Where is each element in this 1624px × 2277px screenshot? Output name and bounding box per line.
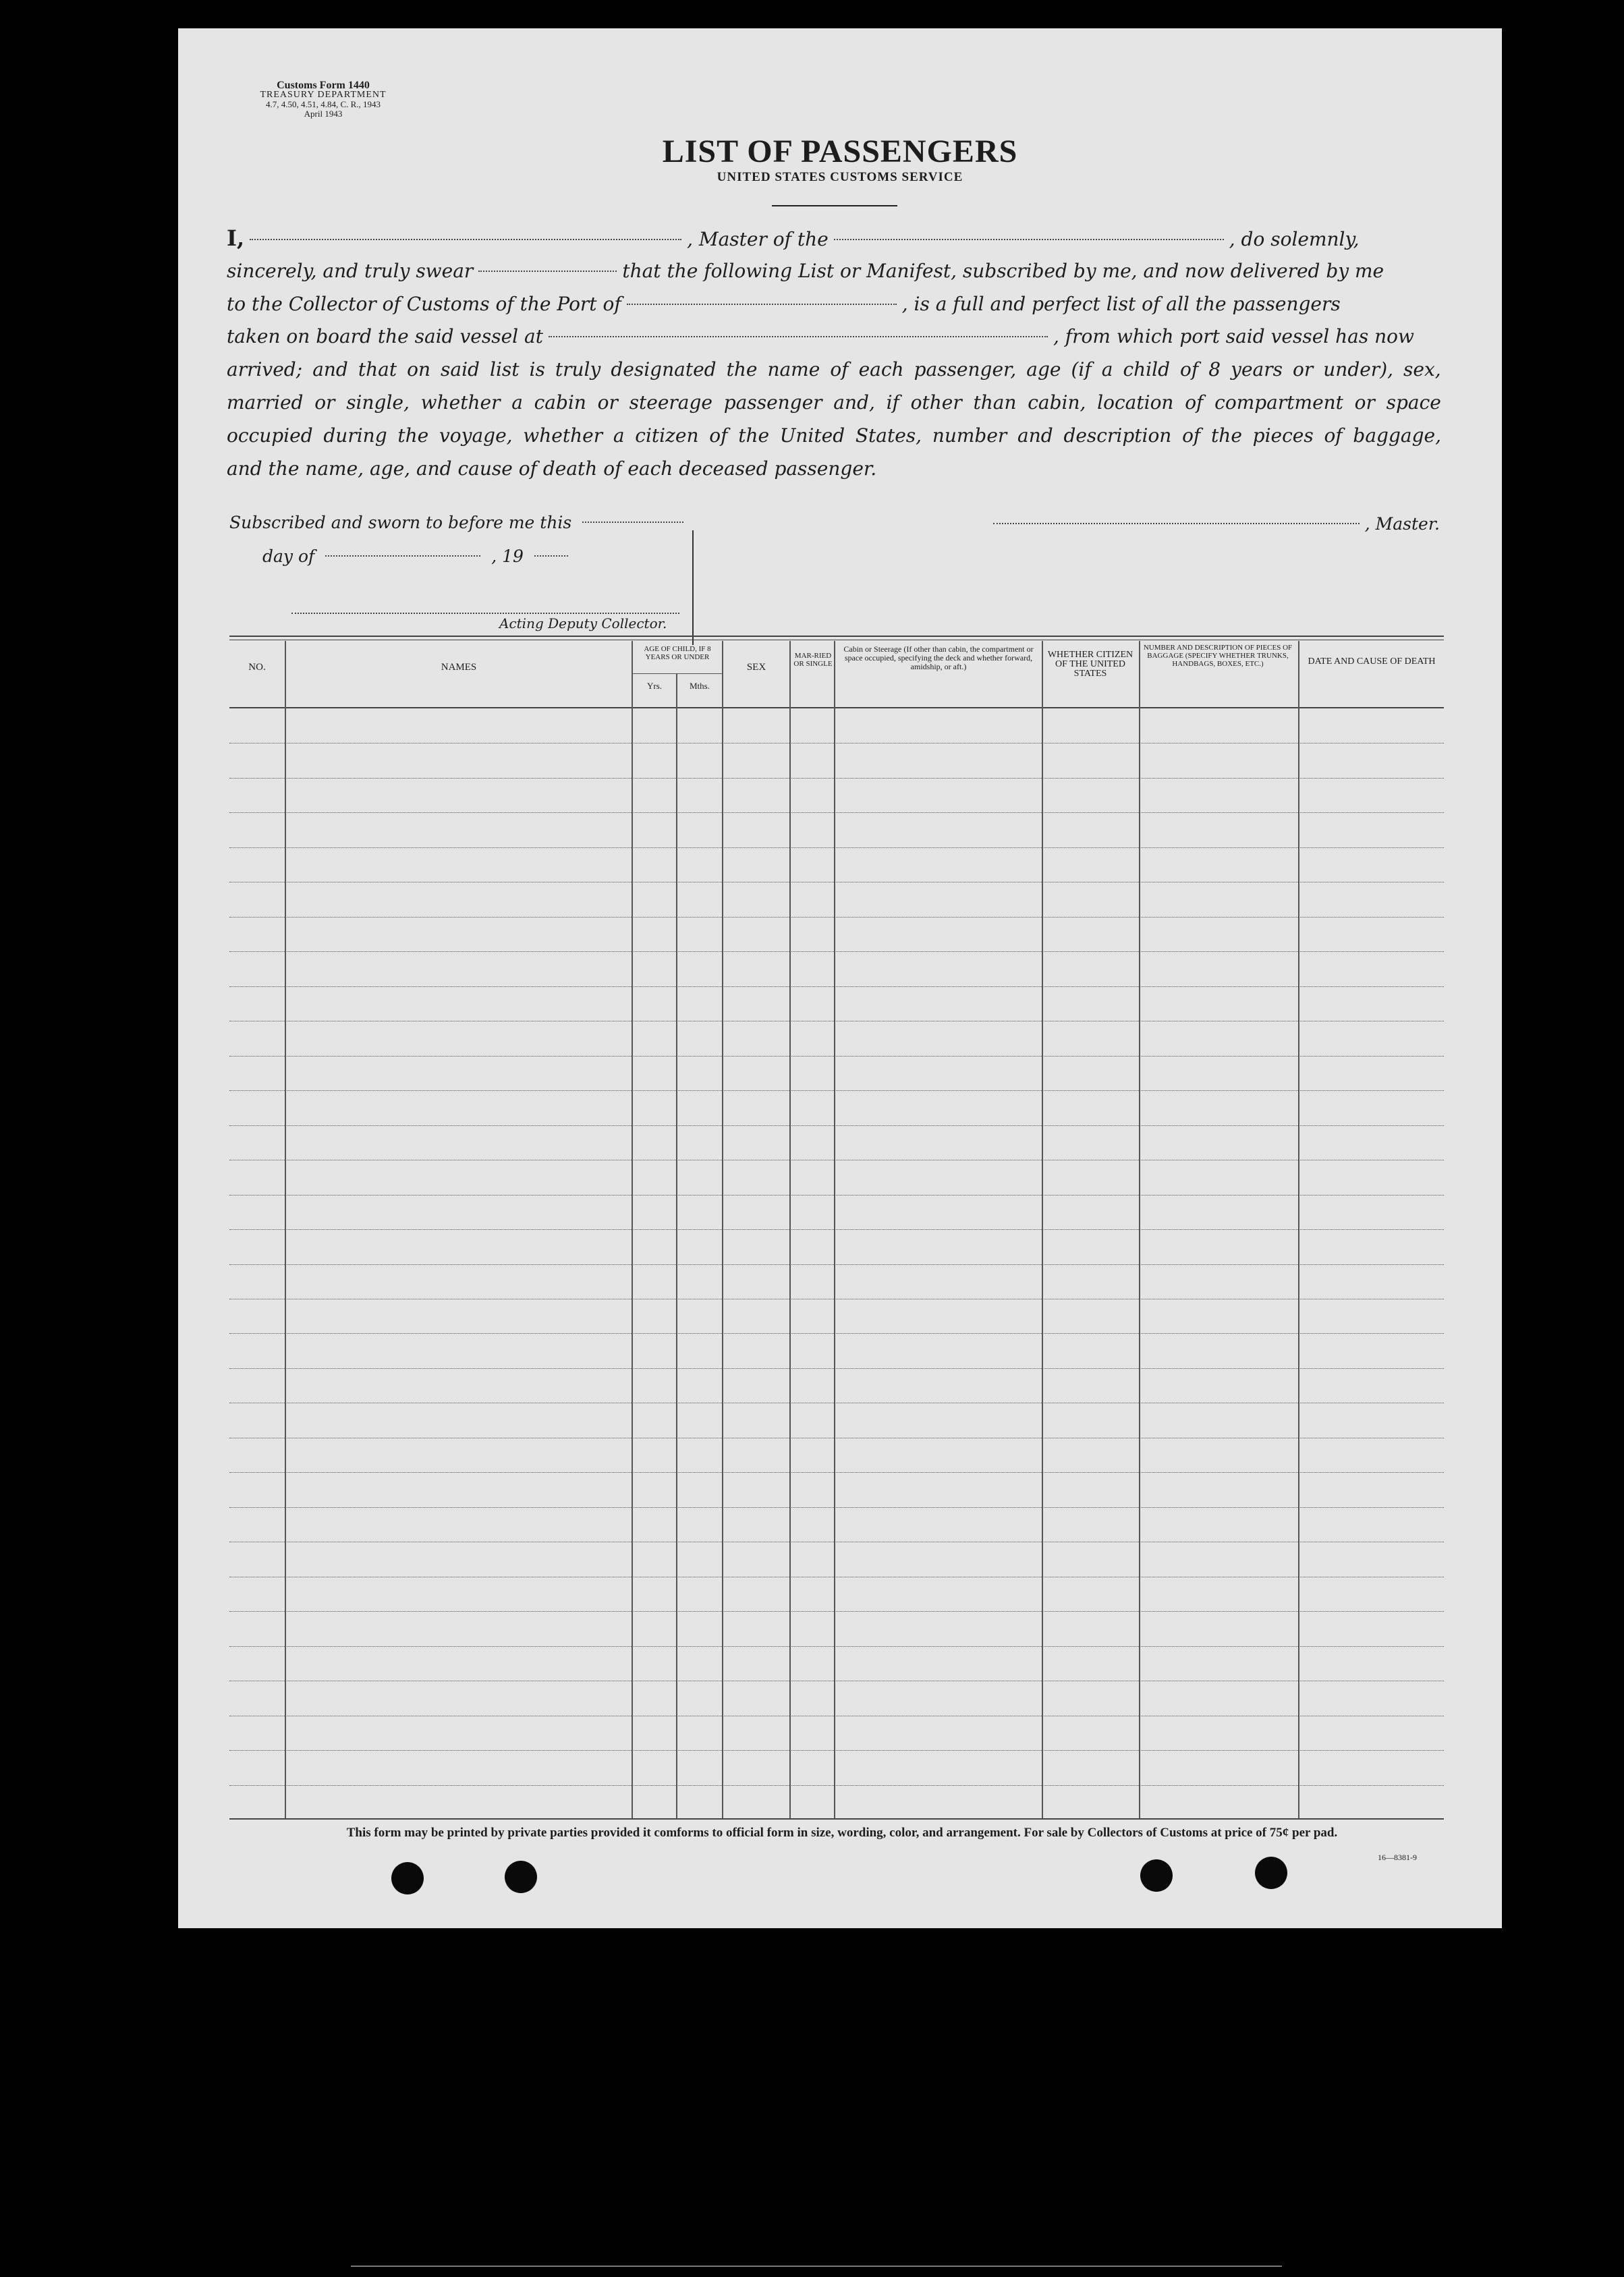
oath-word: cabin xyxy=(534,391,586,414)
oath-word: passenger, xyxy=(914,358,1017,381)
oath-word: and xyxy=(312,358,348,381)
column-divider xyxy=(1042,641,1043,1820)
oath-word: States, xyxy=(855,424,922,447)
scan-edge-line xyxy=(351,2266,1282,2267)
punch-hole xyxy=(391,1862,424,1894)
age-subheader-rule xyxy=(633,673,722,674)
column-divider xyxy=(632,641,633,1820)
oath-word: list xyxy=(489,358,520,381)
table-row-line xyxy=(229,1264,1444,1265)
table-row-line xyxy=(229,1507,1444,1508)
oath-text: , from which port said vessel has now xyxy=(1053,325,1414,348)
oath-word: number xyxy=(932,424,1007,447)
oath-word: compartment xyxy=(1214,391,1343,414)
oath-word: years xyxy=(1231,358,1283,381)
oath-word: truly xyxy=(555,358,601,381)
oath-word: on xyxy=(407,358,430,381)
oath-word: passenger xyxy=(723,391,822,414)
oath-word: than xyxy=(973,391,1017,414)
oath-word: whether xyxy=(420,391,501,414)
sworn-line xyxy=(229,513,689,532)
table-row-line xyxy=(229,1785,1444,1786)
table-top-rule xyxy=(229,636,1444,637)
oath-word: of xyxy=(830,358,849,381)
header-months: Mths. xyxy=(690,681,710,691)
form-title: LIST OF PASSENGERS xyxy=(662,134,1018,169)
oath-paragraph xyxy=(227,222,1441,485)
title-divider xyxy=(772,205,897,206)
table-row-line xyxy=(229,986,1444,987)
year-prefix: , 19 xyxy=(491,546,524,566)
oath-line-5 xyxy=(227,354,1441,387)
oath-word: pieces xyxy=(1252,424,1314,447)
header-citizen: WHETHER CITIZEN OF THE UNITED STATES xyxy=(1047,650,1133,679)
oath-text: taken on board the said vessel at xyxy=(227,325,543,348)
table-row-line xyxy=(229,812,1444,813)
oath-word: or xyxy=(314,391,335,414)
oath-word: of xyxy=(709,424,728,447)
oath-line-8: and the name, age, and cause of death of each deceased passenger. xyxy=(227,457,877,480)
departure-port-field[interactable] xyxy=(549,335,1048,337)
punch-hole xyxy=(505,1861,537,1893)
oath-line-2 xyxy=(227,255,1441,288)
table-row-line xyxy=(229,778,1444,779)
oath-text: , is a full and perfect list of all the passengers xyxy=(901,292,1341,315)
column-divider xyxy=(722,641,723,1820)
oath-word: of xyxy=(1180,358,1199,381)
oath-text: , Master of the xyxy=(687,228,829,250)
department-name: TREASURY DEPARTMENT xyxy=(260,90,387,100)
oath-word: United xyxy=(779,424,845,447)
column-divider xyxy=(789,641,791,1820)
table-row-line xyxy=(229,1125,1444,1126)
oath-line-6 xyxy=(227,387,1441,420)
oath-word: or xyxy=(1354,391,1375,414)
oath-line-4 xyxy=(227,320,1441,354)
oath-word: a xyxy=(511,391,523,414)
vessel-name-field[interactable] xyxy=(834,238,1224,240)
oath-word: steerage xyxy=(629,391,712,414)
oath-word: is xyxy=(529,358,545,381)
header-death: DATE AND CAUSE OF DEATH xyxy=(1308,656,1436,667)
oath-word: of xyxy=(1185,391,1204,414)
oath-text: , do solemnly, xyxy=(1229,228,1360,250)
regulation-reference: 4.7, 4.50, 4.51, 4.84, C. R., 1943 xyxy=(265,99,381,109)
form-sheet xyxy=(178,28,1502,1928)
oath-word: under), xyxy=(1323,358,1394,381)
table-row-line xyxy=(229,917,1444,918)
form-identifier xyxy=(229,81,418,119)
oath-word: the xyxy=(1211,424,1242,447)
header-no: NO. xyxy=(248,662,266,673)
oath-word: name xyxy=(767,358,820,381)
header-cabin: Cabin or Steerage (If other than cabin, the compartment or space occupied, specifying the deck and whether forward, amidship, or aft.) xyxy=(843,644,1034,671)
oath-word: sex, xyxy=(1403,358,1441,381)
oath-word: child xyxy=(1123,358,1171,381)
oath-word: of xyxy=(1324,424,1343,447)
collector-signature-line[interactable] xyxy=(291,613,679,614)
oath-word: whether xyxy=(523,424,603,447)
header-married: MAR-RIED OR SINGLE xyxy=(793,652,833,668)
oath-line-3 xyxy=(227,288,1441,321)
header-names: NAMES xyxy=(441,662,477,673)
oath-word: description xyxy=(1063,424,1172,447)
oath-word: occupied xyxy=(227,424,313,447)
table-bottom-rule xyxy=(229,1818,1444,1820)
oath-word: that xyxy=(358,358,397,381)
header-baggage: NUMBER AND DESCRIPTION OF PIECES OF BAGGAGE (SPECIFY WHETHER TRUNKS, HANDBAGS, BOXES, ETC.) xyxy=(1143,644,1293,668)
oath-word: and, xyxy=(833,391,875,414)
oath-word: a xyxy=(613,424,625,447)
form-subtitle: UNITED STATES CUSTOMS SERVICE xyxy=(717,170,963,184)
month-field[interactable] xyxy=(325,555,480,557)
table-row-line xyxy=(229,1611,1444,1612)
header-sex: SEX xyxy=(746,662,766,673)
oath-word: age xyxy=(1026,358,1061,381)
year-field[interactable] xyxy=(534,555,568,557)
print-code: 16—8381-9 xyxy=(1378,1853,1417,1862)
master-name-field[interactable] xyxy=(250,238,681,240)
oath-word: the xyxy=(397,424,429,447)
oath-word: voyage, xyxy=(439,424,513,447)
port-field[interactable] xyxy=(627,303,897,305)
table-row-line xyxy=(229,1229,1444,1230)
table-row-line xyxy=(229,1333,1444,1334)
header-years: Yrs. xyxy=(646,681,663,691)
oath-word: (if xyxy=(1071,358,1092,381)
oath-i: I, xyxy=(227,225,245,251)
column-divider xyxy=(834,641,835,1820)
oath-word: or xyxy=(597,391,618,414)
oath-type-field[interactable] xyxy=(478,270,617,272)
oath-word: each xyxy=(858,358,904,381)
oath-line-7 xyxy=(227,420,1441,453)
punch-hole xyxy=(1140,1859,1173,1892)
column-divider xyxy=(676,673,677,1820)
oath-text: that the following List or Manifest, subscribed by me, and now delivered by me xyxy=(622,259,1384,282)
sworn-text: Subscribed and sworn to before me this xyxy=(229,513,572,532)
master-label: , Master. xyxy=(1364,514,1440,534)
column-divider xyxy=(1298,641,1299,1820)
oath-text: sincerely, and truly swear xyxy=(227,259,474,282)
oath-word: during xyxy=(323,424,387,447)
master-signature xyxy=(988,514,1440,534)
form-date: April 1943 xyxy=(304,109,343,119)
footer-notice: This form may be printed by private parties provided it comforms to official form in size, wording, color, and arrangement. For sale by Collectors of Customs at price of 75¢ per pad. xyxy=(346,1826,1338,1840)
day-of-line xyxy=(262,546,573,566)
table-row-line xyxy=(229,1368,1444,1369)
punch-hole xyxy=(1255,1857,1287,1889)
oath-word: married xyxy=(227,391,304,414)
master-signature-field[interactable] xyxy=(993,522,1360,524)
oath-line-1 xyxy=(227,222,1441,255)
table-row-line xyxy=(229,1472,1444,1473)
oath-word: or xyxy=(1292,358,1314,381)
oath-word: other xyxy=(910,391,962,414)
form-number: Customs Form 1440 xyxy=(277,80,370,91)
column-divider xyxy=(285,641,286,1820)
table-row-line xyxy=(229,1195,1444,1196)
table-row-line xyxy=(229,951,1444,952)
header-bottom-rule xyxy=(229,707,1444,708)
table-row-line xyxy=(229,1646,1444,1647)
acting-deputy-label: Acting Deputy Collector. xyxy=(499,615,667,631)
oath-word: single, xyxy=(346,391,410,414)
sworn-day-field[interactable] xyxy=(582,521,683,523)
oath-word: designated xyxy=(611,358,717,381)
passenger-table xyxy=(229,636,1444,1820)
table-row-line xyxy=(229,1750,1444,1751)
oath-text: to the Collector of Customs of the Port of xyxy=(227,292,621,315)
brace-mark xyxy=(685,530,694,645)
oath-word: of xyxy=(1182,424,1201,447)
column-divider xyxy=(1139,641,1140,1820)
oath-word: cabin, xyxy=(1028,391,1086,414)
oath-word: the xyxy=(726,358,758,381)
oath-word: 8 xyxy=(1208,358,1221,381)
oath-word: a xyxy=(1101,358,1113,381)
oath-word: citizen xyxy=(635,424,699,447)
oath-word: location xyxy=(1097,391,1174,414)
table-row-line xyxy=(229,847,1444,848)
header-age: AGE OF CHILD, IF 8 YEARS OR UNDER xyxy=(644,645,711,661)
oath-word: arrived; xyxy=(227,358,303,381)
table-row-line xyxy=(229,1090,1444,1091)
oath-word: said xyxy=(441,358,480,381)
day-of-label: day of xyxy=(262,546,315,566)
oath-word: if xyxy=(886,391,899,414)
oath-word: baggage, xyxy=(1353,424,1441,447)
table-row-line xyxy=(229,1056,1444,1057)
oath-word: and xyxy=(1017,424,1053,447)
oath-word: the xyxy=(738,424,770,447)
oath-word: space xyxy=(1386,391,1441,414)
